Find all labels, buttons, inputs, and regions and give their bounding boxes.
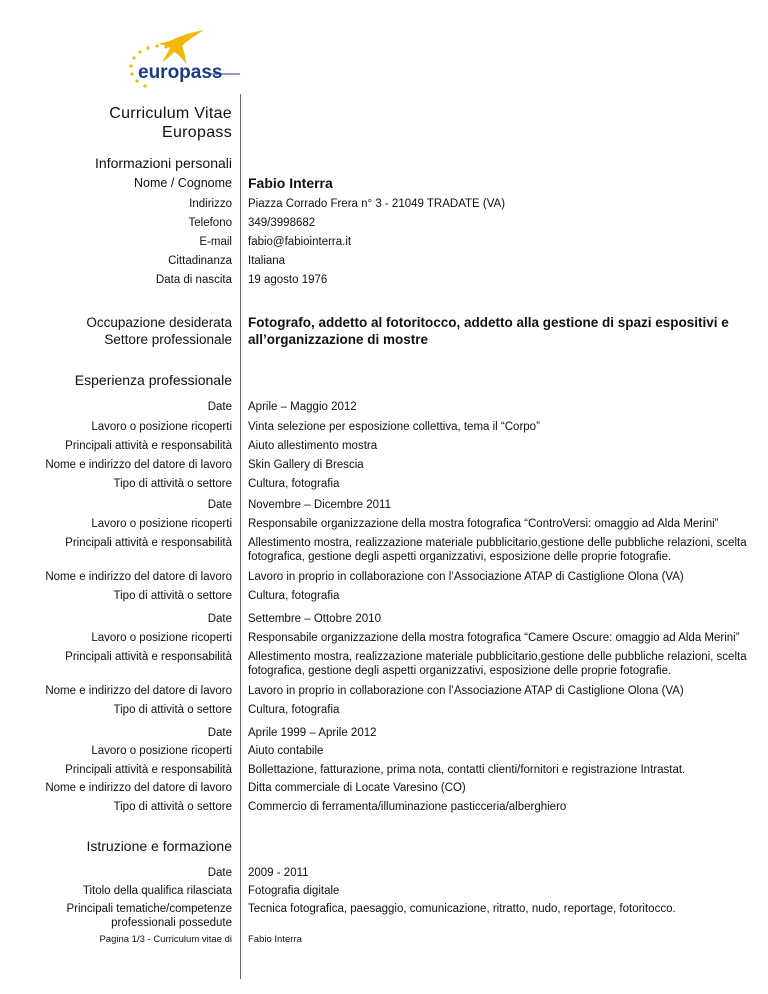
experience-heading: Esperienza professionale [74, 372, 232, 388]
education-heading: Istruzione e formazione [86, 838, 232, 854]
job-3-role-label: Lavoro o posizione ricoperti [91, 632, 232, 644]
address-label: Indirizzo [189, 198, 232, 210]
job-1-employer: Skin Gallery di Brescia [248, 459, 364, 471]
job-1-role: Vinta selezione per esposizione collettiva, tema il “Corpo” [248, 421, 540, 433]
footer-page-info: Pagina 1/3 - Curriculum vitae di [99, 934, 232, 945]
occupation-label: Occupazione desiderata [86, 315, 232, 330]
occupation-value-line-2: all’organizzazione di mostre [248, 332, 429, 347]
job-4-activities-label: Principali attività e responsabilità [65, 764, 232, 776]
sector-label: Settore professionale [104, 332, 232, 347]
column-divider [240, 94, 241, 979]
europass-logo-text: europass [138, 62, 223, 83]
job-4-date: Aprile 1999 – Aprile 2012 [248, 727, 377, 739]
education-date-label: Date [207, 867, 232, 879]
job-2-employer: Lavoro in proprio in collaborazione con l’Associazione ATAP di Castiglione Olona (VA) [248, 571, 684, 583]
job-3-sector-label: Tipo di attività o settore [113, 704, 232, 716]
job-4-role-label: Lavoro o posizione ricoperti [91, 745, 232, 757]
name-value: Fabio Interra [248, 175, 333, 191]
job-2-sector-label: Tipo di attività o settore [113, 590, 232, 602]
job-1-sector-label: Tipo di attività o settore [113, 478, 232, 490]
phone-label: Telefono [188, 217, 232, 229]
education-date: 2009 - 2011 [248, 867, 309, 879]
job-3-sector: Cultura, fotografia [248, 704, 340, 716]
job-3-activities-label: Principali attività e responsabilità [65, 651, 232, 663]
job-4-sector-label: Tipo di attività o settore [113, 801, 232, 813]
qualification-label: Titolo della qualifica rilasciata [82, 885, 232, 897]
phone-value: 349/3998682 [248, 217, 316, 229]
job-1-activities: Aiuto allestimento mostra [248, 440, 378, 452]
job-1-sector: Cultura, fotografia [248, 478, 340, 490]
topics-label-line-1: Principali tematiche/competenze [66, 903, 232, 915]
job-3-date: Settembre – Ottobre 2010 [248, 613, 381, 625]
job-4-employer-label: Nome e indirizzo del datore di lavoro [45, 782, 232, 794]
job-2-activities-line-2: fotografica, gestione degli aspetti organizzativi, esposizione delle proprie fotografie. [248, 551, 672, 563]
qualification-value: Fotografia digitale [248, 885, 340, 897]
job-4-sector: Commercio di ferramenta/illuminazione pasticceria/alberghiero [248, 801, 567, 813]
job-1-date-label: Date [207, 401, 232, 413]
europass-star-icon [112, 26, 242, 98]
job-3-role: Responsabile organizzazione della mostra fotografica “Camere Oscure: omaggio ad Alda Merini” [248, 632, 740, 644]
email-label: E-mail [199, 236, 232, 248]
job-1-activities-label: Principali attività e responsabilità [65, 440, 232, 452]
topics-label-line-2: professionali possedute [111, 917, 232, 929]
job-4-date-label: Date [207, 727, 232, 739]
job-1-role-label: Lavoro o posizione ricoperti [91, 421, 232, 433]
personal-heading: Informazioni personali [95, 155, 232, 171]
job-3-employer: Lavoro in proprio in collaborazione con l’Associazione ATAP di Castiglione Olona (VA) [248, 685, 684, 697]
job-2-role-label: Lavoro o posizione ricoperti [91, 518, 232, 530]
job-2-date-label: Date [207, 499, 232, 511]
cv-title-line-1: Curriculum Vitae [109, 105, 232, 122]
job-2-employer-label: Nome e indirizzo del datore di lavoro [45, 571, 232, 583]
name-label: Nome / Cognome [134, 176, 232, 190]
birthdate-value: 19 agosto 1976 [248, 274, 328, 286]
job-3-activities-line-2: fotografica, gestione degli aspetti organizzativi, esposizione delle proprie fotografie. [248, 665, 672, 677]
citizenship-value: Italiana [248, 255, 286, 267]
topics-value: Tecnica fotografica, paesaggio, comunicazione, ritratto, nudo, reportage, fotoritocco. [248, 903, 676, 915]
citizenship-label: Cittadinanza [168, 255, 232, 267]
job-2-sector: Cultura, fotografia [248, 590, 340, 602]
job-2-date: Novembre – Dicembre 2011 [248, 499, 391, 511]
job-3-employer-label: Nome e indirizzo del datore di lavoro [45, 685, 232, 697]
job-2-activities-label: Principali attività e responsabilità [65, 537, 232, 549]
europass-logo [112, 26, 242, 98]
job-4-role: Aiuto contabile [248, 745, 324, 757]
job-3-date-label: Date [207, 613, 232, 625]
job-1-employer-label: Nome e indirizzo del datore di lavoro [45, 459, 232, 471]
email-value: fabio@fabiointerra.it [248, 236, 352, 248]
job-2-activities-line-1: Allestimento mostra, realizzazione materiale pubblicitario,gestione delle pubbliche relazioni, scelta [248, 537, 747, 549]
footer-name: Fabio Interra [248, 934, 302, 945]
job-1-date: Aprile – Maggio 2012 [248, 401, 357, 413]
cv-title-line-2: Europass [162, 124, 232, 141]
job-4-activities: Bollettazione, fatturazione, prima nota, contatti clienti/fornitori e registrazione Intrastat. [248, 764, 686, 776]
job-3-activities-line-1: Allestimento mostra, realizzazione materiale pubblicitario,gestione delle pubbliche relazioni, scelta [248, 651, 747, 663]
birthdate-label: Data di nascita [155, 274, 232, 286]
address-value: Piazza Corrado Frera n° 3 - 21049 TRADATE (VA) [248, 198, 506, 210]
job-2-role: Responsabile organizzazione della mostra fotografica “ControVersi: omaggio ad Alda Merini” [248, 518, 719, 530]
job-4-employer: Ditta commerciale di Locate Varesino (CO) [248, 782, 466, 794]
occupation-value-line-1: Fotografo, addetto al fotoritocco, addetto alla gestione di spazi espositivi e [248, 315, 729, 330]
